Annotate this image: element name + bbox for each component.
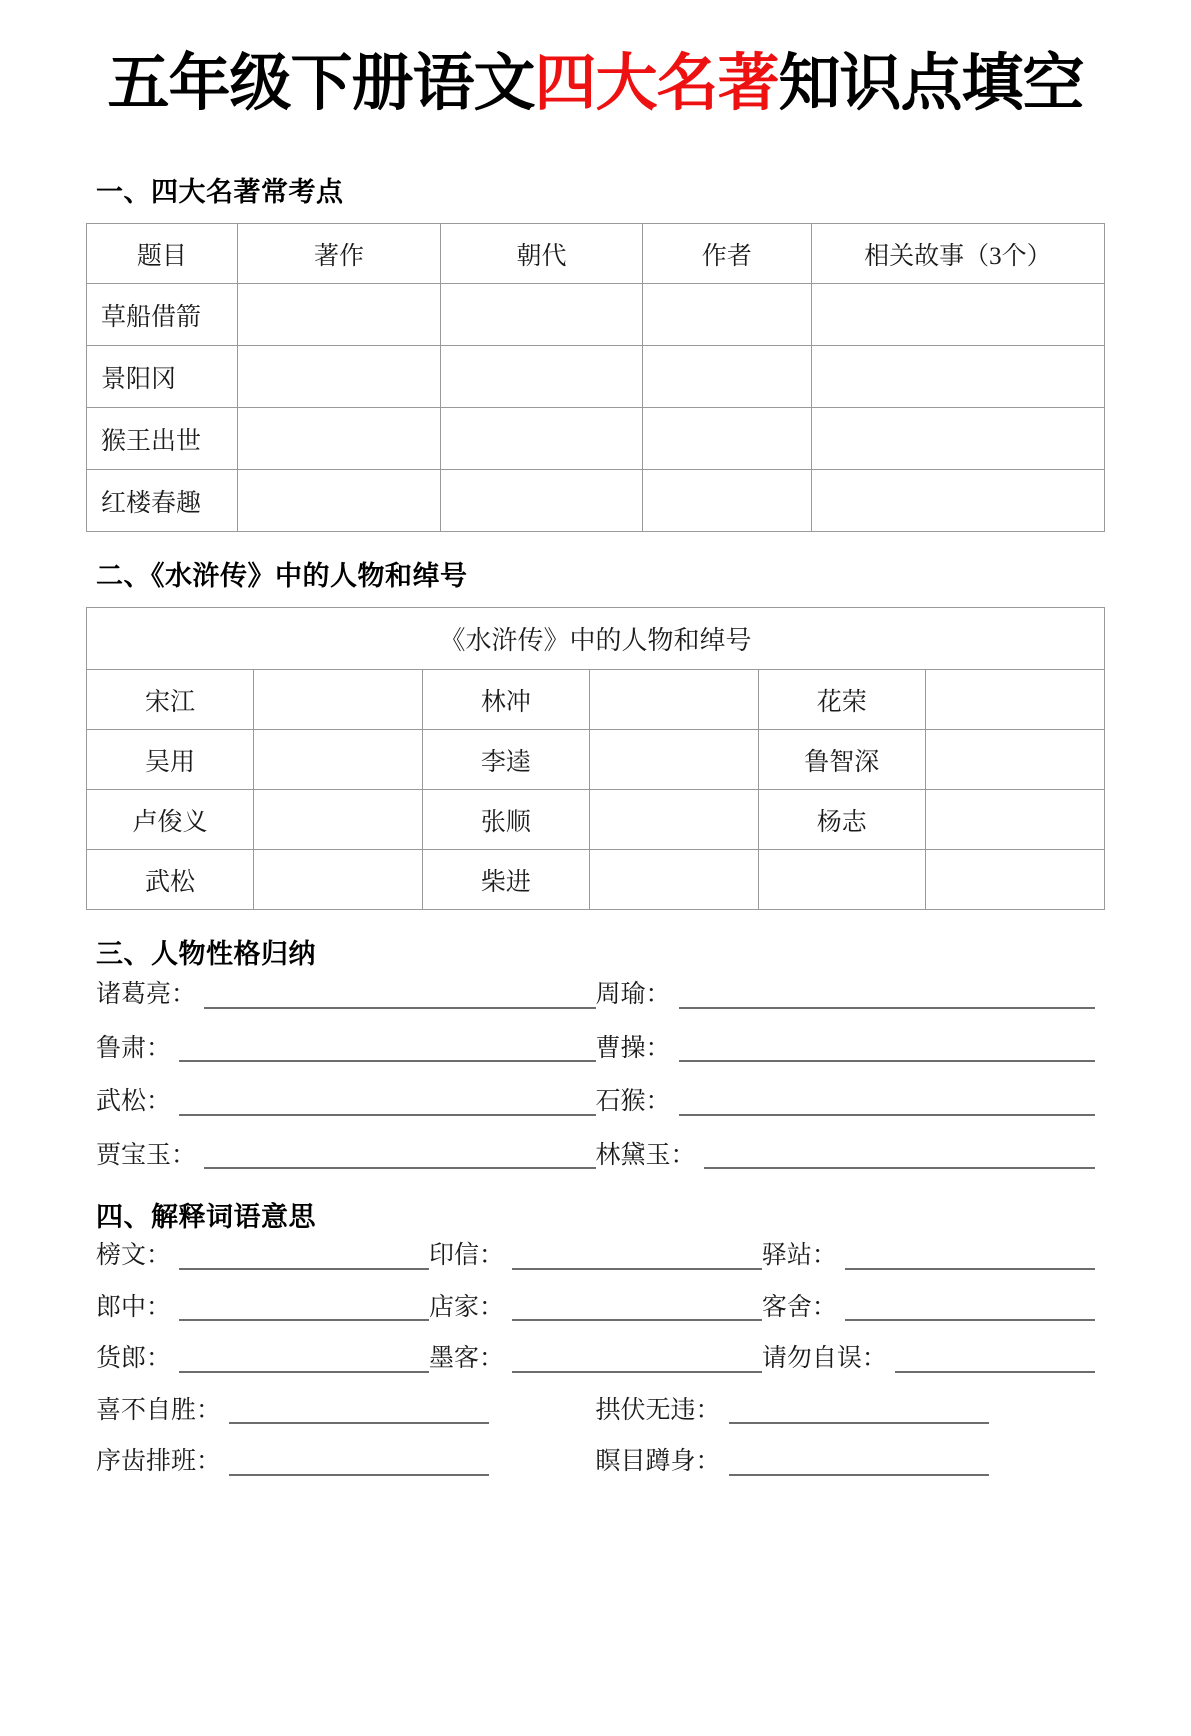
- section-1-heading: 一、四大名著常考点: [96, 177, 344, 208]
- word-entry-huolang: [96, 1345, 429, 1373]
- section-2-table-wrapper: [0, 607, 1191, 910]
- cell-name: 吴用: [87, 730, 254, 790]
- answer-blank[interactable]: [179, 1347, 429, 1373]
- answer-blank[interactable]: [704, 1143, 1095, 1169]
- list-item: [96, 981, 1095, 1009]
- table-span-header-row: [87, 608, 1105, 670]
- answer-blank[interactable]: [895, 1347, 1095, 1373]
- cell-dynasty[interactable]: [441, 346, 643, 408]
- word-entry-yinxin: [429, 1242, 762, 1270]
- trait-label: 武松：: [96, 1088, 172, 1115]
- table-row: [87, 670, 1105, 730]
- cell-name: [758, 850, 925, 910]
- word-label: 瞑目蹲身：: [595, 1448, 721, 1475]
- cell-work[interactable]: [237, 284, 441, 346]
- cell-name: 柴进: [422, 850, 589, 910]
- answer-blank[interactable]: [679, 1090, 1095, 1116]
- shuihu-nickname-table: [86, 607, 1105, 910]
- word-label: 序齿排班：: [96, 1448, 222, 1475]
- trait-entry-wusong: [96, 1088, 596, 1116]
- word-label: 驿站：: [761, 1242, 837, 1269]
- answer-blank[interactable]: [229, 1398, 489, 1424]
- cell-author[interactable]: [642, 408, 811, 470]
- trait-label: 贾宝玉：: [96, 1141, 197, 1169]
- character-traits-list: [0, 981, 1191, 1169]
- table-row: [87, 730, 1105, 790]
- cell-stories[interactable]: [811, 408, 1104, 470]
- answer-blank[interactable]: [679, 1036, 1095, 1062]
- page-title: [0, 46, 1191, 119]
- word-entry-yizhan: [762, 1242, 1095, 1270]
- cell-name: 林冲: [422, 670, 589, 730]
- answer-blank[interactable]: [729, 1450, 989, 1476]
- famous-works-table: [86, 223, 1105, 532]
- answer-blank[interactable]: [512, 1347, 762, 1373]
- answer-blank[interactable]: [512, 1295, 762, 1321]
- cell-nickname[interactable]: [925, 730, 1104, 790]
- table-row: [87, 346, 1105, 408]
- word-label: 喜不自胜：: [96, 1396, 222, 1424]
- word-entry-bangwen: [96, 1242, 429, 1270]
- trait-entry-lusu: [96, 1035, 596, 1063]
- word-label: 墨客：: [428, 1345, 504, 1372]
- col-header-stories: 相关故事（3个）: [811, 224, 1104, 284]
- cell-author[interactable]: [642, 284, 811, 346]
- cell-title: 猴王出世: [87, 408, 238, 470]
- answer-blank[interactable]: [179, 1090, 595, 1116]
- answer-blank[interactable]: [512, 1244, 762, 1270]
- table-row: [87, 790, 1105, 850]
- cell-stories[interactable]: [811, 284, 1104, 346]
- col-header-work: 著作: [237, 224, 441, 284]
- list-item: [96, 1448, 1095, 1476]
- trait-label: 周瑜：: [595, 981, 671, 1008]
- section-3-heading: 三、人物性格归纳: [96, 939, 316, 970]
- col-header-title: 题目: [87, 224, 238, 284]
- section-1-table-wrapper: [0, 223, 1191, 532]
- col-header-author: 作者: [642, 224, 811, 284]
- table-row: [87, 284, 1105, 346]
- worksheet-page: [0, 46, 1191, 1736]
- cell-title: 景阳冈: [87, 346, 238, 408]
- word-entry-xuchipaiban: [96, 1448, 596, 1476]
- trait-label: 曹操：: [595, 1034, 671, 1062]
- word-label: 货郎：: [96, 1345, 172, 1372]
- title-part-1: 五年级下册语文: [107, 46, 535, 119]
- cell-name: 李逵: [422, 730, 589, 790]
- list-item: [96, 1397, 1095, 1425]
- cell-title: 草船借箭: [87, 284, 238, 346]
- cell-dynasty[interactable]: [441, 408, 643, 470]
- word-label: 客舍：: [761, 1293, 837, 1321]
- word-label: 请勿自误：: [761, 1345, 887, 1372]
- word-meaning-list: [0, 1242, 1191, 1476]
- cell-title: 红楼春趣: [87, 470, 238, 532]
- cell-nickname[interactable]: [253, 730, 422, 790]
- trait-entry-caocao: [596, 1035, 1096, 1063]
- trait-entry-lindaiyu: [596, 1142, 1096, 1170]
- word-label: 店家：: [428, 1293, 504, 1321]
- cell-nickname[interactable]: [925, 790, 1104, 850]
- word-label: 郎中：: [96, 1293, 172, 1321]
- answer-blank[interactable]: [204, 983, 595, 1009]
- trait-label: 林黛玉：: [595, 1141, 696, 1169]
- list-item: [96, 1242, 1095, 1270]
- word-entry-langzhong: [96, 1294, 429, 1322]
- cell-name: 花荣: [758, 670, 925, 730]
- answer-blank[interactable]: [179, 1244, 429, 1270]
- cell-dynasty[interactable]: [441, 470, 643, 532]
- cell-name: 杨志: [758, 790, 925, 850]
- table-row: [87, 470, 1105, 532]
- list-item: [96, 1142, 1095, 1170]
- word-label: 拱伏无违：: [595, 1396, 721, 1424]
- table-header-row: [87, 224, 1105, 284]
- cell-work[interactable]: [237, 408, 441, 470]
- cell-work[interactable]: [237, 346, 441, 408]
- list-item: [96, 1035, 1095, 1063]
- shuihu-table-caption: 《水浒传》中的人物和绰号: [87, 608, 1105, 670]
- answer-blank[interactable]: [845, 1244, 1095, 1270]
- cell-nickname[interactable]: [925, 850, 1104, 910]
- col-header-dynasty: 朝代: [441, 224, 643, 284]
- cell-nickname[interactable]: [925, 670, 1104, 730]
- cell-nickname[interactable]: [589, 670, 758, 730]
- table-row: [87, 850, 1105, 910]
- word-entry-moke: [429, 1345, 762, 1373]
- trait-entry-zhouyu: [596, 981, 1096, 1009]
- cell-name: 鲁智深: [758, 730, 925, 790]
- section-4-heading: 四、解释词语意思: [96, 1202, 316, 1233]
- cell-stories[interactable]: [811, 346, 1104, 408]
- trait-entry-jiabaoyu: [96, 1142, 596, 1170]
- trait-label: 石猴：: [595, 1088, 671, 1115]
- answer-blank[interactable]: [179, 1295, 429, 1321]
- trait-label: 诸葛亮：: [96, 981, 197, 1008]
- trait-label: 鲁肃：: [96, 1034, 172, 1062]
- title-part-accent: 四大名著: [534, 46, 779, 119]
- cell-name: 宋江: [87, 670, 254, 730]
- cell-nickname[interactable]: [253, 850, 422, 910]
- cell-stories[interactable]: [811, 470, 1104, 532]
- title-part-3: 知识点填空: [778, 46, 1084, 119]
- answer-blank[interactable]: [204, 1143, 595, 1169]
- answer-blank[interactable]: [729, 1398, 989, 1424]
- cell-author[interactable]: [642, 470, 811, 532]
- list-item: [96, 1345, 1095, 1373]
- word-entry-xibuzisheng: [96, 1397, 596, 1425]
- cell-nickname[interactable]: [589, 850, 758, 910]
- cell-name: 武松: [87, 850, 254, 910]
- word-label: 榜文：: [96, 1242, 172, 1269]
- list-item: [96, 1294, 1095, 1322]
- word-label: 印信：: [428, 1242, 504, 1269]
- cell-name: 张顺: [422, 790, 589, 850]
- answer-blank[interactable]: [179, 1036, 595, 1062]
- word-entry-qingwuziwu: [762, 1345, 1095, 1373]
- word-entry-gongfuwuwei: [596, 1397, 1096, 1425]
- word-entry-mingmudunshen: [596, 1448, 1096, 1476]
- cell-nickname[interactable]: [589, 730, 758, 790]
- cell-nickname[interactable]: [589, 790, 758, 850]
- cell-nickname[interactable]: [253, 670, 422, 730]
- trait-entry-zhugeliang: [96, 981, 596, 1009]
- table-row: [87, 408, 1105, 470]
- answer-blank[interactable]: [679, 983, 1095, 1009]
- cell-nickname[interactable]: [253, 790, 422, 850]
- word-entry-dianjia: [429, 1294, 762, 1322]
- cell-dynasty[interactable]: [441, 284, 643, 346]
- cell-author[interactable]: [642, 346, 811, 408]
- cell-work[interactable]: [237, 470, 441, 532]
- word-entry-keshe: [762, 1294, 1095, 1322]
- answer-blank[interactable]: [229, 1450, 489, 1476]
- trait-entry-shihou: [596, 1088, 1096, 1116]
- section-2-heading: 二、《水浒传》中的人物和绰号: [96, 561, 468, 592]
- cell-name: 卢俊义: [87, 790, 254, 850]
- list-item: [96, 1088, 1095, 1116]
- answer-blank[interactable]: [845, 1295, 1095, 1321]
